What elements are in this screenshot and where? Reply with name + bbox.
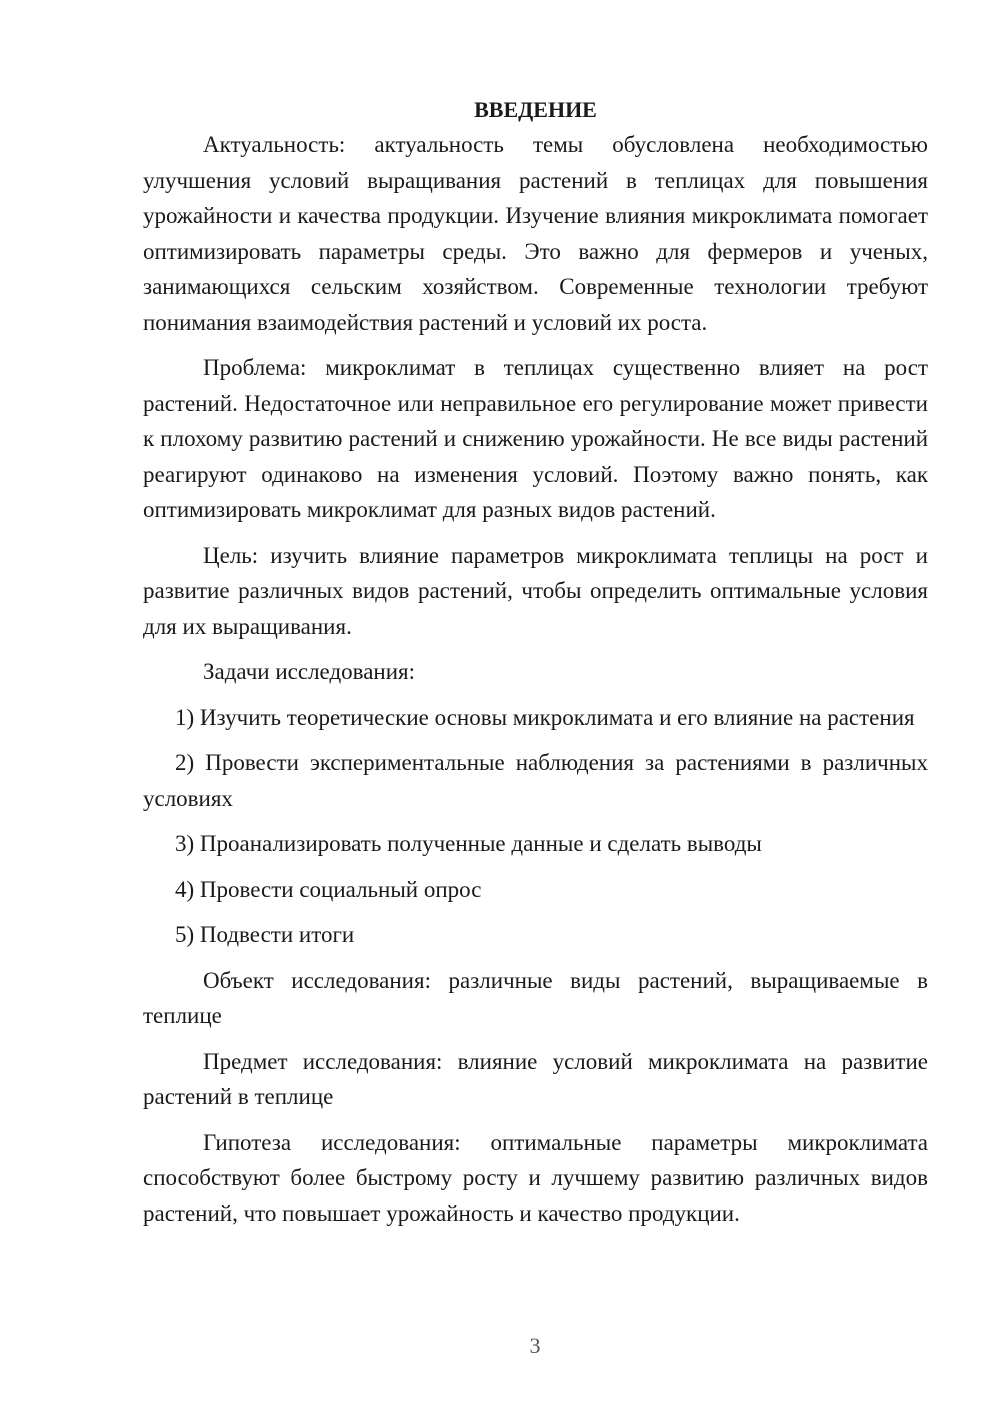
- task-item-1: 1) Изучить теоретические основы микроклимата и его влияние на растения: [175, 704, 915, 730]
- relevance-paragraph: Актуальность: актуальность темы обусловлена необходимостью улучшения условий выращивания растений в теплицах для повышения урожайности и качества продукции. Изучение влияния микроклимата помогает оптимизировать параметры среды. Это важно для фермеров и ученых, занимающихся сельским хозяйством. Современные технологии требуют понимания взаимодействия растений и условий их роста.: [143, 132, 928, 335]
- task-item-3: 3) Проанализировать полученные данные и сделать выводы: [175, 831, 762, 856]
- page-title: ВВЕДЕНИЕ: [474, 97, 597, 122]
- task-item-4: 4) Провести социальный опрос: [175, 876, 482, 902]
- object-paragraph: Объект исследования: различные виды растений, выращиваемые в теплице: [143, 967, 928, 1028]
- task-item-2: 2) Провести экспериментальные наблюдения за растениями в различных условиях: [143, 750, 928, 811]
- tasks-heading: Задачи исследования:: [203, 659, 416, 684]
- hypothesis-paragraph: Гипотеза исследования: оптимальные параметры микроклимата способствуют более быстрому росту и лучшему развитию различных видов растений, что повышает урожайность и качество продукции.: [143, 1129, 928, 1226]
- subject-paragraph: Предмет исследования: влияние условий микроклимата на развитие растений в теплице: [143, 1048, 928, 1109]
- problem-paragraph: Проблема: микроклимат в теплицах существенно влияет на рост растений. Недостаточное или неправильное его регулирование может привести к плохому развитию растений и снижению урожайности. Не все виды растений реагируют одинаково на изменения условий. Поэтому важно понять, как оптимизировать микроклимат для разных видов растений.: [143, 355, 928, 522]
- page-number: 3: [529, 1333, 541, 1358]
- document-body: [143, 92, 928, 1241]
- task-item-5: 5) Подвести итоги: [175, 922, 355, 947]
- goal-paragraph: Цель: изучить влияние параметров микроклимата теплицы на рост и развитие различных видов растений, чтобы определить оптимальные условия для их выращивания.: [143, 542, 928, 639]
